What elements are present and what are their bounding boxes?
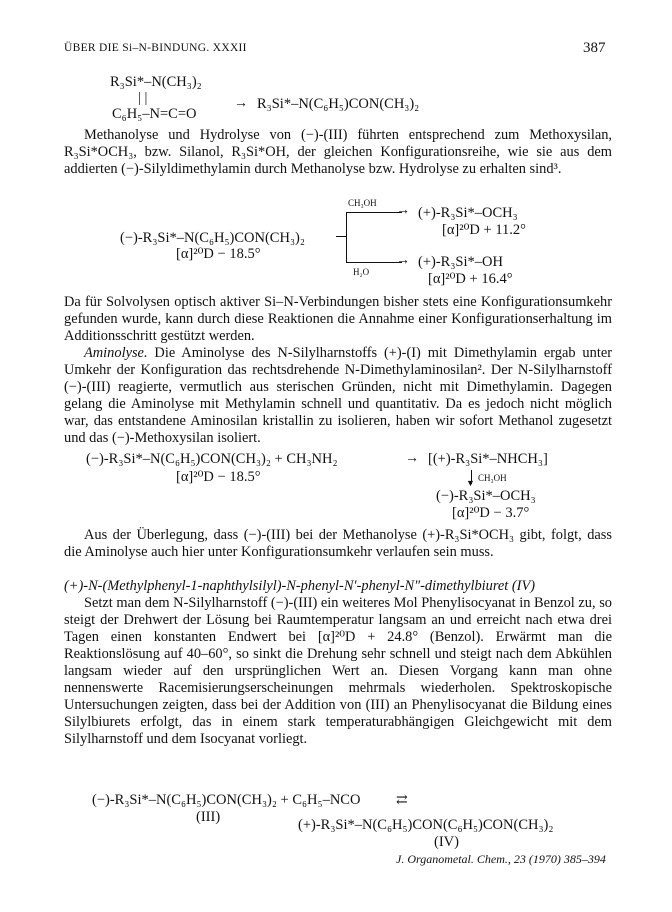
paragraph-2-3 — [64, 294, 612, 447]
scheme1-bottom: C₆H₅–N=C=O — [112, 106, 197, 122]
section-heading: (+)-N-(Methylphenyl-1-naphthylsilyl)-N-phenyl-N′-phenyl-N″-dimethylbiuret (IV) — [64, 578, 536, 594]
scheme1-product: R₃Si*–N(C₆H₅)CON(CH₃)₂ — [257, 96, 420, 112]
para1-text: Methanolyse und Hydrolyse von (−)-(III) führten entsprechend zum Methoxysilan, R₃Si*OCH₃, bzw. Silanol, R₃Si*OH, der gleichen Konfigurationsreihe, wie sie aus dem addierten (−)-Silyldimethylamin durch Methanolyse bzw. Hydrolyse zu erhalten sind³. — [64, 127, 612, 177]
scheme2-line-top — [346, 212, 402, 213]
aminolyse-label: Aminolyse. — [84, 345, 148, 361]
scheme2-product1: (+)-R₃Si*–OCH₃ — [418, 205, 518, 221]
scheme3-product-rotation: [α]²⁰D − 3.7° — [452, 505, 530, 521]
scheme3-arrow: → — [405, 451, 419, 466]
scheme2-arrow-top: → — [396, 203, 410, 218]
scheme3-reagent: CH₃OH — [478, 473, 507, 483]
scheme3-down-arrowhead: ▼ — [466, 478, 475, 488]
scheme2-branch — [336, 236, 346, 237]
scheme3-product: (−)-R₃Si*–OCH₃ — [436, 488, 536, 504]
scheme2-reagent-top: CH₃OH — [348, 198, 377, 208]
scheme2-product1-rotation: [α]²⁰D + 11.2° — [442, 222, 526, 238]
scheme2-reactant: (−)-R₃Si*–N(C₆H₅)CON(CH₃)₂ — [120, 230, 305, 246]
scheme3-left-rotation: [α]²⁰D − 18.5° — [176, 469, 261, 485]
running-title: ÜBER DIE Si–N-BINDUNG. XXXII — [64, 42, 247, 54]
scheme4-left: (−)-R₃Si*–N(C₆H₅)CON(CH₃)₂ + C₆H₅–NCO — [92, 792, 361, 808]
scheme3-left: (−)-R₃Si*–N(C₆H₅)CON(CH₃)₂ + CH₃NH₂ — [86, 451, 338, 467]
journal-citation: J. Organometal. Chem., 23 (1970) 385–394 — [396, 852, 606, 866]
paragraph-1 — [64, 127, 612, 178]
scheme2-reagent-bottom: H₂O — [353, 267, 370, 277]
scheme4-right: (+)-R₃Si*–N(C₆H₅)CON(C₆H₅)CON(CH₃)₂ — [298, 817, 554, 833]
scheme4-left-label: (III) — [196, 809, 221, 825]
paragraph-4 — [64, 527, 612, 561]
para3-text: Die Aminolyse des N-Silylharnstoffs (+)-(I) mit Dimethylamin ergab unter Umkehr der Konfiguration das rechtsdrehende N-Dimethylaminosilan². Der N-Silylharnstoff (−)-(III) reagierte, vermutlich aus sterischen Gründen, nicht mit Dimethylamin. Dagegen gelang die Aminolyse mit Methylamin schnell und quantitativ. Da es jedoch nicht möglich war, das entstandene Aminosilan kristallin zu isolieren, haben wir sofort Methanol zugesetzt und das (−)-Methoxysilan isoliert. — [64, 345, 612, 446]
scheme2-product2: (+)-R₃Si*–OH — [418, 254, 503, 270]
page-number: 387 — [583, 40, 606, 56]
para5-text: Setzt man dem N-Silylharnstoff (−)-(III) ein weiteres Mol Phenylisocyanat in Benzol zu, so steigt der Drehwert der Lösung bei Raumtemperatur langsam an und erreicht nach etwa drei Tagen einen konstanten Endwert bei [α]²⁰D + 24.8° (Benzol). Erwärmt man die Reaktionslösung auf 40–60°, so sinkt die Drehung sehr schnell und steigt nach dem Abkühlen langsam wieder auf den ursprünglichen Wert an. Diesen Vorgang kann man ohne nennenswerte Racemisierungserscheinungen mehrmals wiederholen. Spektroskopische Untersuchungen zeigten, dass bei der Addition von (III) an Phenylisocyanat die Bildung eines Silylbiurets erfolgt, das in einem stark temperaturabhängigen Gleichgewicht mit dem Silylharnstoff und dem Isocyanat vorliegt. — [64, 595, 612, 747]
scheme2-line-bottom — [346, 262, 402, 263]
para2-text: Da für Solvolysen optisch aktiver Si–N-Verbindungen bisher stets eine Konfigurationsumkehr gefunden wurde, kann durch diese Reaktionen die Annahme einer Konfigurationserhaltung im Additionsschritt gestützt werden. — [64, 294, 612, 344]
para4-text: Aus der Überlegung, dass (−)-(III) bei der Methanolyse (+)-R₃Si*OCH₃ gibt, folgt, dass die Aminolyse auch hier unter Konfigurationsumkehr verlaufen sein muss. — [64, 527, 612, 560]
scheme1-bars: | | — [138, 90, 148, 106]
scheme1-top: R₃Si*–N(CH₃)₂ — [110, 74, 202, 90]
scheme2-reactant-rotation: [α]²⁰D − 18.5° — [176, 246, 261, 262]
scheme4-arrow: ⇄ — [396, 793, 408, 808]
scheme3-right: [(+)-R₃Si*–NHCH₃] — [428, 451, 548, 467]
section — [64, 578, 612, 748]
scheme2-arrow-bottom: → — [396, 253, 410, 268]
scheme2-product2-rotation: [α]²⁰D + 16.4° — [428, 271, 513, 287]
scheme1-arrow: → — [234, 96, 248, 111]
scheme4-right-label: (IV) — [434, 834, 459, 850]
scheme2-vertical — [346, 212, 347, 262]
